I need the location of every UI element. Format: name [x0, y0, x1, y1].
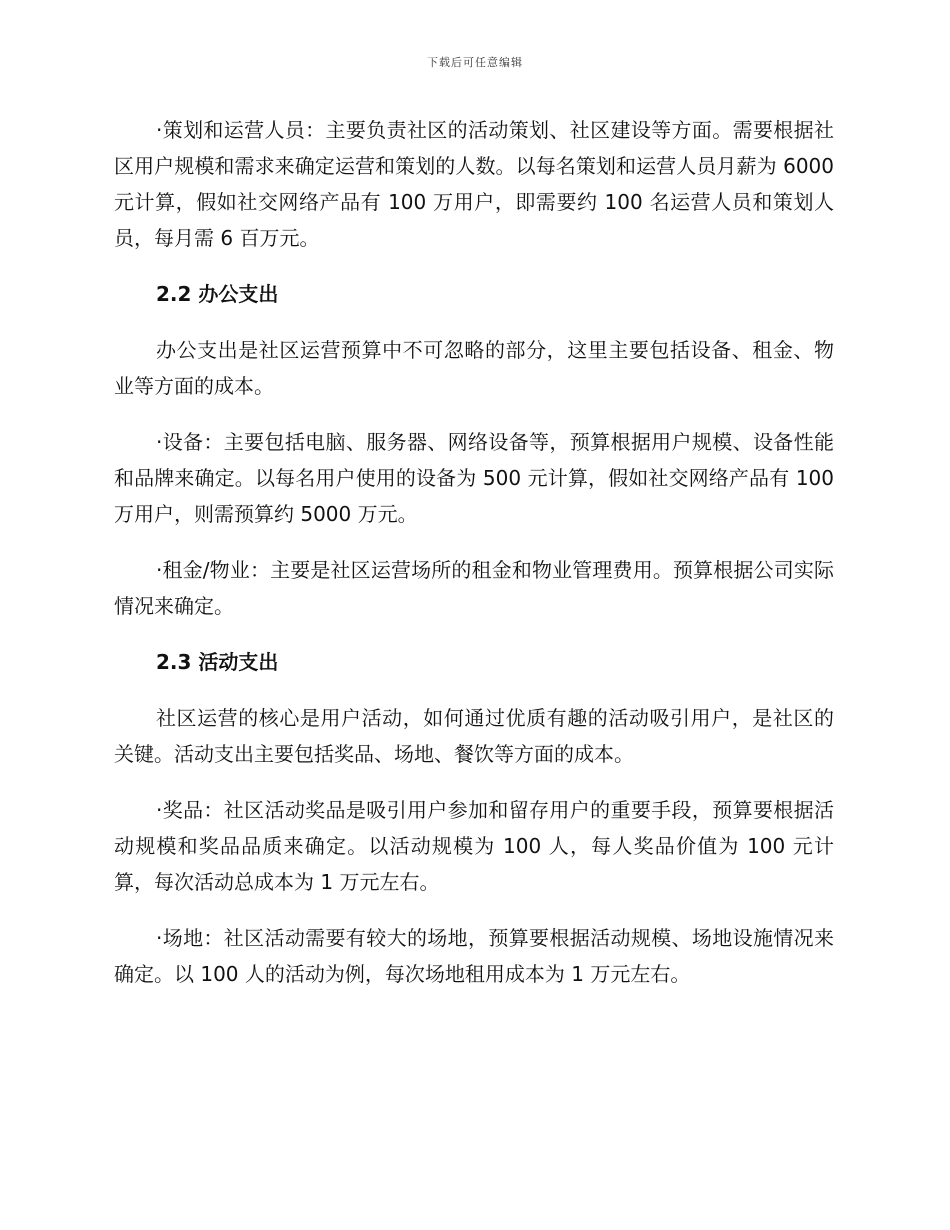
section-heading-activity: 2.3 活动支出 — [156, 650, 279, 674]
document-body — [114, 112, 834, 992]
paragraph-prizes: ·奖品：社区活动奖品是吸引用户参加和留存用户的重要手段，预算要根据活动规模和奖品品质来确定。以活动规模为 100 人，每人奖品价值为 100 元计算，每次活动总成本为 1 万元左右。 — [114, 798, 834, 894]
paragraph-activity-intro: 社区运营的核心是用户活动，如何通过优质有趣的活动吸引用户，是社区的关键。活动支出主要包括奖品、场地、餐饮等方面的成本。 — [114, 706, 834, 766]
paragraph-rent: ·租金/物业：主要是社区运营场所的租金和物业管理费用。预算根据公司实际情况来确定。 — [114, 558, 834, 618]
paragraph-equipment: ·设备：主要包括电脑、服务器、网络设备等，预算根据用户规模、设备性能和品牌来确定。以每名用户使用的设备为 500 元计算，假如社交网络产品有 100 万用户，则需预算约 5000 万元。 — [114, 430, 834, 526]
page-header: 下载后可任意编辑 — [427, 56, 523, 69]
paragraph-office-intro: 办公支出是社区运营预算中不可忽略的部分，这里主要包括设备、租金、物业等方面的成本。 — [114, 338, 834, 398]
section-heading-office: 2.2 办公支出 — [156, 282, 279, 306]
paragraph-planning-staff: ·策划和运营人员：主要负责社区的活动策划、社区建设等方面。需要根据社区用户规模和需求来确定运营和策划的人数。以每名策划和运营人员月薪为 6000 元计算，假如社交网络产品有 100 万用户，即需要约 100 名运营人员和策划人员，每月需 6 百万元。 — [114, 118, 834, 250]
paragraph-venue: ·场地：社区活动需要有较大的场地，预算要根据活动规模、场地设施情况来确定。以 100 人的活动为例，每次场地租用成本为 1 万元左右。 — [114, 926, 834, 986]
